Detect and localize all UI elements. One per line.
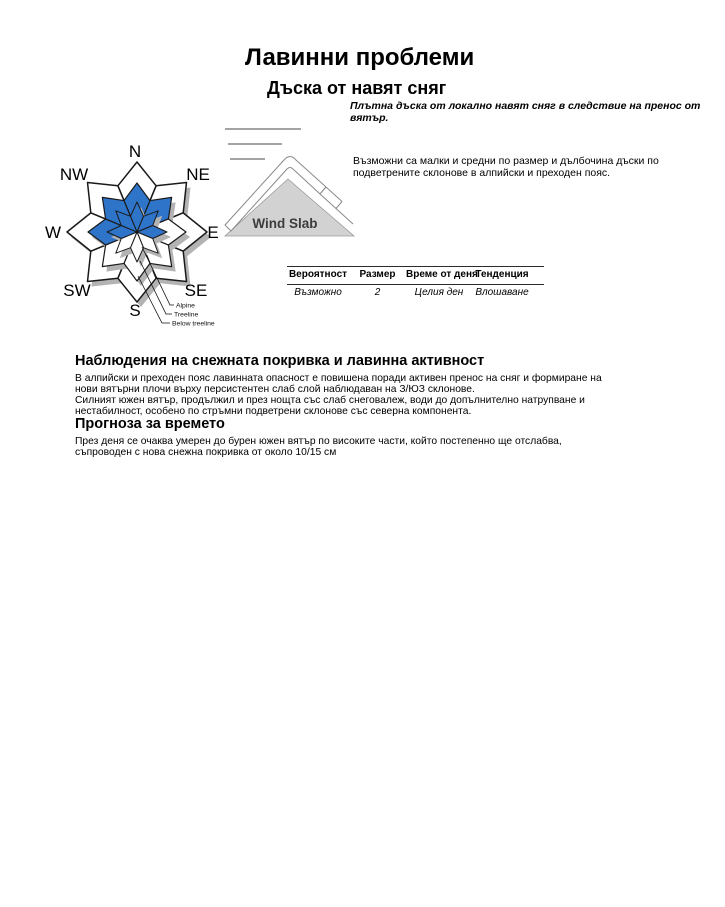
rose-direction-label-SE: SE <box>184 281 208 300</box>
table-header-likelihood: Вероятност <box>288 269 348 280</box>
problem-extent-line: Възможни са малки и средни по размер и дълбочина дъски по <box>353 155 659 167</box>
section-snowpack-observations <box>75 353 602 417</box>
section-body-line: нестабилност, особено по стръмни подветрени склонове със северна компонента. <box>75 406 472 417</box>
problem-extent-text <box>353 155 659 179</box>
aspect-elevation-rose <box>38 133 228 333</box>
rose-direction-label-NW: NW <box>59 165 89 184</box>
table-value-time-of-day: Целия ден <box>414 287 464 298</box>
section-body-line: В алпийски и преходен пояс лавинната опасност е повишена поради активен пренос на сняг и формиране на <box>75 373 602 384</box>
table-value-likelihood: Възможно <box>294 287 342 298</box>
problem-title: Дъска от навят сняг <box>267 78 447 98</box>
table-rule <box>287 266 544 267</box>
table-header-size: Размер <box>359 269 396 280</box>
rose-legend-label-below-treeline: Below treeline <box>172 320 215 328</box>
section-body <box>75 373 602 417</box>
rose-legend-label-treeline: Treeline <box>174 311 199 319</box>
rose-direction-label-S: S <box>129 301 141 320</box>
problem-description-line: вятър. <box>350 112 389 124</box>
table-value-row <box>287 287 544 298</box>
rose-direction-label-SW: SW <box>63 281 91 300</box>
section-body-line: нови вятърни плочи върху персистентен слаб слой наблюдаван на З/ЮЗ склонове. <box>75 384 475 395</box>
rose-direction-label-N: N <box>128 142 142 161</box>
page-title: Лавинни проблеми <box>245 44 475 71</box>
section-body-line: През деня се очаква умерен до бурен южен вятър по високите части, който постепенно ще отслабва, <box>75 436 562 447</box>
table-value-size: 2 <box>374 287 381 298</box>
section-body-line: Силният южен вятър, продължил и през нощта със слаб снеговалеж, води до допълнително натрупване и <box>75 395 585 406</box>
problem-description-line: Плътна дъска от локално навят сняг в следствие на пренос от <box>350 100 701 112</box>
wind-lines-icon <box>225 129 301 159</box>
wind-slab-icon <box>222 122 364 254</box>
rose-direction-label-NE: NE <box>186 165 210 184</box>
section-weather-forecast <box>75 416 562 458</box>
rose-direction-label-W: W <box>44 223 62 242</box>
problem-description <box>350 100 700 124</box>
rose-legend-label-alpine: Alpine <box>176 302 195 310</box>
wind-slab-label: Wind Slab <box>252 216 318 231</box>
rose-direction-label-E: E <box>207 223 219 242</box>
table-rule <box>287 284 544 285</box>
table-header-time-of-day: Време от деня <box>406 269 478 280</box>
section-heading: Прогноза за времето <box>75 416 225 432</box>
table-value-trend: Влошаване <box>475 287 529 298</box>
table-header-trend: Тенденция <box>475 269 529 280</box>
section-body <box>75 436 562 458</box>
problem-extent-line: подветрените склонове в алпийски и преходен пояс. <box>353 167 611 179</box>
table-header-row <box>287 269 544 280</box>
section-body-line: съпроводен с нова снежна покривка от около 10/15 см <box>75 447 337 458</box>
section-heading: Наблюдения на снежната покривка и лавинна активност <box>75 353 485 369</box>
